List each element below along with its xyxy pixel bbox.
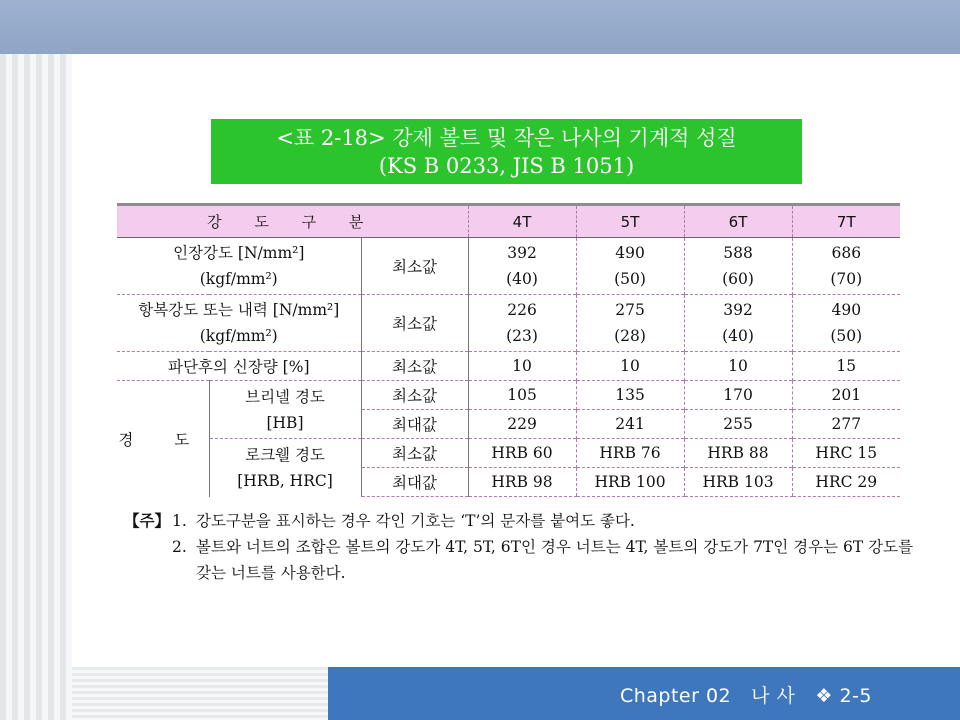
table-title-line1: <표 2-18> 강제 볼트 및 작은 나사의 기계적 성질 — [276, 126, 737, 150]
footer-bar — [328, 667, 960, 720]
footer-page: ❖ 2-5 — [815, 685, 872, 707]
rockwell-max-4t: HRB 98 — [468, 468, 576, 497]
mechanical-properties-table — [117, 203, 900, 497]
rockwell-min-5t: HRB 76 — [576, 439, 684, 468]
brinell-max-kind: 최대값 — [361, 410, 468, 439]
elongation-4t: 10 — [468, 352, 576, 381]
tensile-7t: 686 (70) — [792, 238, 900, 295]
brinell-min-kind: 최소값 — [361, 381, 468, 410]
yield-6t: 392 (40) — [684, 295, 792, 352]
brinell-label: 브리넬 경도 [HB] — [209, 381, 361, 439]
brinell-min-5t: 135 — [576, 381, 684, 410]
header-7t: 7T — [792, 205, 900, 238]
brinell-max-4t: 229 — [468, 410, 576, 439]
elongation-kind: 최소값 — [361, 352, 468, 381]
footer-subject: 나 사 — [751, 685, 796, 707]
yield-5t: 275 (28) — [576, 295, 684, 352]
table-row-tensile — [117, 238, 900, 295]
rockwell-min-7t: HRC 15 — [792, 439, 900, 468]
header-strength-class: 강 도 구 분 — [117, 205, 468, 238]
elongation-7t: 15 — [792, 352, 900, 381]
tensile-kind: 최소값 — [361, 238, 468, 295]
left-stripe-decoration — [0, 54, 72, 720]
yield-label: 항복강도 또는 내력 [N/mm²] (kgf/mm²) — [117, 295, 361, 352]
brinell-min-4t: 105 — [468, 381, 576, 410]
header-5t: 5T — [576, 205, 684, 238]
header-4t: 4T — [468, 205, 576, 238]
note-item-2 — [124, 534, 914, 586]
table-row-rockwell-min — [117, 439, 900, 468]
table-row-brinell-min — [117, 381, 900, 410]
brinell-max-7t: 277 — [792, 410, 900, 439]
rockwell-min-4t: HRB 60 — [468, 439, 576, 468]
elongation-label: 파단후의 신장량 [%] — [117, 352, 361, 381]
note-number: 1. — [172, 512, 187, 530]
rockwell-min-6t: HRB 88 — [684, 439, 792, 468]
elongation-5t: 10 — [576, 352, 684, 381]
brinell-max-6t: 255 — [684, 410, 792, 439]
brinell-min-6t: 170 — [684, 381, 792, 410]
brinell-min-7t: 201 — [792, 381, 900, 410]
rockwell-max-kind: 최대값 — [361, 468, 468, 497]
brinell-max-5t: 241 — [576, 410, 684, 439]
notes-heading: 【주】 — [124, 511, 170, 530]
table-row-yield — [117, 295, 900, 352]
elongation-6t: 10 — [684, 352, 792, 381]
footer-chapter: Chapter 02 — [619, 685, 732, 707]
rockwell-max-5t: HRB 100 — [576, 468, 684, 497]
footer-text — [620, 681, 872, 708]
note-text: 볼트와 너트의 조합은 볼트의 강도가 4T, 5T, 6T인 경우 너트는 4T, 볼트의 강도가 7T인 경우는 6T 강도를 갖는 너트를 사용한다. — [196, 538, 914, 582]
yield-7t: 490 (50) — [792, 295, 900, 352]
rockwell-max-7t: HRC 29 — [792, 468, 900, 497]
rockwell-min-kind: 최소값 — [361, 439, 468, 468]
yield-kind: 최소값 — [361, 295, 468, 352]
table-notes — [124, 508, 914, 586]
rockwell-max-6t: HRB 103 — [684, 468, 792, 497]
hardness-label: 경 도 — [117, 381, 209, 497]
rockwell-label: 로크웰 경도 [HRB, HRC] — [209, 439, 361, 497]
bottom-stripe-decoration — [72, 667, 328, 720]
table-header-row — [117, 205, 900, 238]
note-text: 강도구분을 표시하는 경우 각인 기호는 ‘T’의 문자를 붙여도 좋다. — [196, 512, 635, 530]
tensile-6t: 588 (60) — [684, 238, 792, 295]
table-row-elongation — [117, 352, 900, 381]
top-banner — [0, 0, 960, 54]
note-number: 2. — [172, 538, 187, 556]
table-title — [211, 119, 802, 184]
tensile-label: 인장강도 [N/mm²] (kgf/mm²) — [117, 238, 361, 295]
note-item-1 — [124, 508, 914, 534]
tensile-5t: 490 (50) — [576, 238, 684, 295]
yield-4t: 226 (23) — [468, 295, 576, 352]
tensile-4t: 392 (40) — [468, 238, 576, 295]
header-6t: 6T — [684, 205, 792, 238]
table-title-line2: (KS B 0233, JIS B 1051) — [378, 154, 635, 178]
